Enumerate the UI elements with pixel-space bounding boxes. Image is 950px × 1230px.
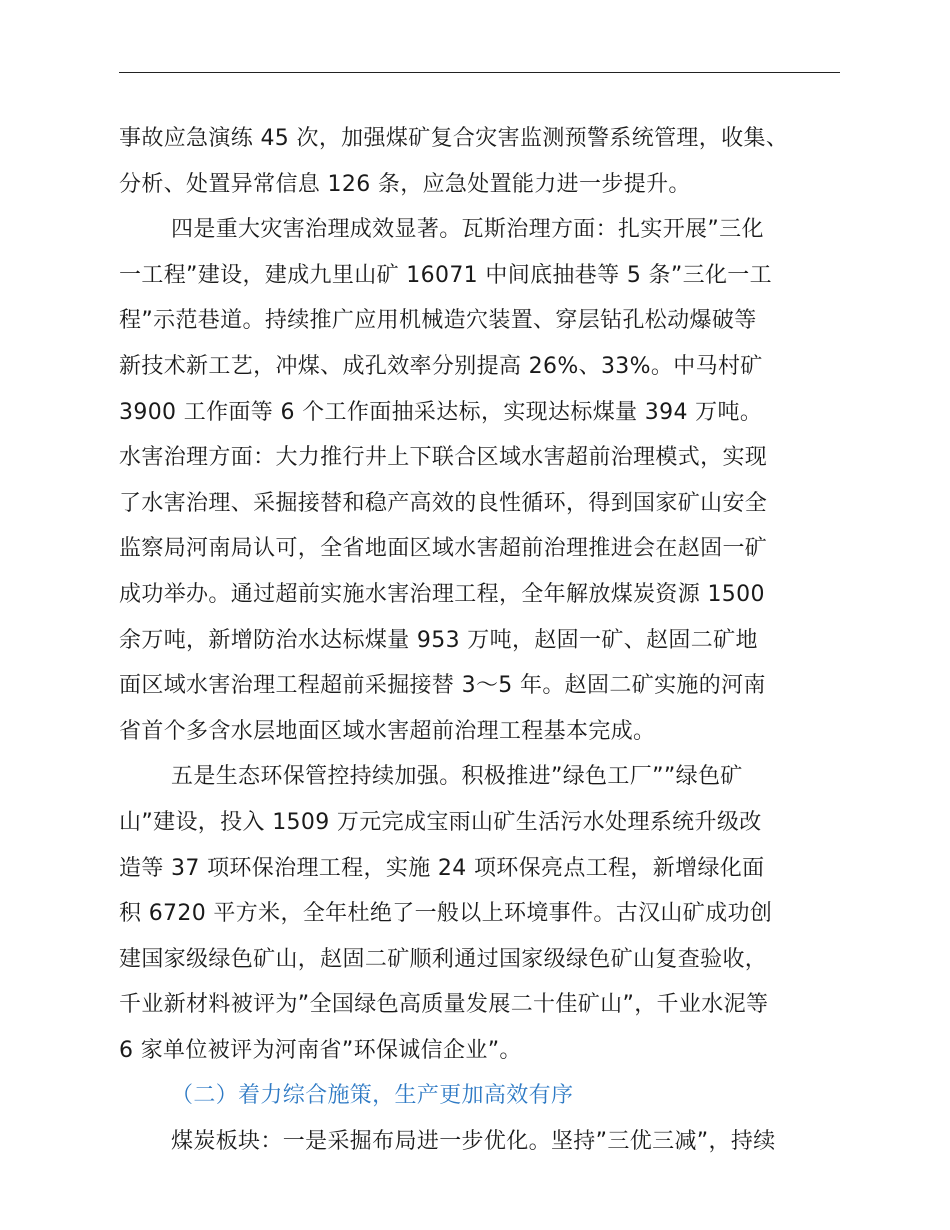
text-line: 一工程”建设，建成九里山矿 16071 中间底抽巷等 5 条”三化一工 bbox=[119, 262, 773, 288]
text-line: 新技术新工艺，冲煤、成孔效率分别提高 26%、33%。中马村矿 bbox=[119, 353, 763, 379]
header-rule bbox=[119, 72, 840, 73]
text-line: 程”示范巷道。持续推广应用机械造穴装置、穿层钻孔松动爆破等 bbox=[119, 308, 757, 334]
document-body bbox=[119, 116, 879, 1165]
text-line: 积 6720 平方米，全年杜绝了一般以上环境事件。古汉山矿成功创 bbox=[119, 901, 773, 927]
text-line: 监察局河南局认可，全省地面区域水害超前治理推进会在赵固一矿 bbox=[119, 536, 768, 562]
text-line: 面区域水害治理工程超前采掘接替 3～5 年。赵固二矿实施的河南 bbox=[119, 673, 766, 699]
text-line: 6 家单位被评为河南省”环保诚信企业”。 bbox=[119, 1037, 522, 1063]
text-line: 水害治理方面：大力推行井上下联合区域水害超前治理模式，实现 bbox=[119, 445, 768, 471]
paragraph-start: 煤炭板块：一是采掘布局进一步优化。坚持”三优三减”，持续 bbox=[171, 1129, 776, 1155]
text-line: 建国家级绿色矿山，赵固二矿顺利通过国家级绿色矿山复查验收， bbox=[119, 946, 768, 972]
text-line: 山”建设，投入 1509 万元完成宝雨山矿生活污水处理系统升级改 bbox=[119, 809, 762, 835]
paragraph-start: 四是重大灾害治理成效显著。瓦斯治理方面：扎实开展”三化 bbox=[171, 217, 764, 243]
text-line: 成功举办。通过超前实施水害治理工程，全年解放煤炭资源 1500 bbox=[119, 581, 765, 607]
text-line: 省首个多含水层地面区域水害超前治理工程基本完成。 bbox=[119, 718, 656, 744]
text-line: 分析、处置异常信息 126 条，应急处置能力进一步提升。 bbox=[119, 171, 691, 197]
text-line: 了水害治理、采掘接替和稳产高效的良性循环，得到国家矿山安全 bbox=[119, 490, 768, 516]
paragraph-start: 五是生态环保管控持续加强。积极推进”绿色工厂””绿色矿 bbox=[171, 764, 743, 790]
text-line: 造等 37 项环保治理工程，实施 24 项环保亮点工程，新增绿化面 bbox=[119, 855, 765, 881]
text-line: 3900 工作面等 6 个工作面抽采达标，实现达标煤量 394 万吨。 bbox=[119, 399, 763, 425]
text-line: 千业新材料被评为”全国绿色高质量发展二十佳矿山”，千业水泥等 bbox=[119, 992, 769, 1018]
section-heading: （二）着力综合施策，生产更加高效有序 bbox=[171, 1083, 574, 1109]
text-line: 事故应急演练 45 次，加强煤矿复合灾害监测预警系统管理，收集、 bbox=[119, 126, 789, 151]
text-line: 余万吨，新增防治水达标煤量 953 万吨，赵固一矿、赵固二矿地 bbox=[119, 627, 758, 653]
